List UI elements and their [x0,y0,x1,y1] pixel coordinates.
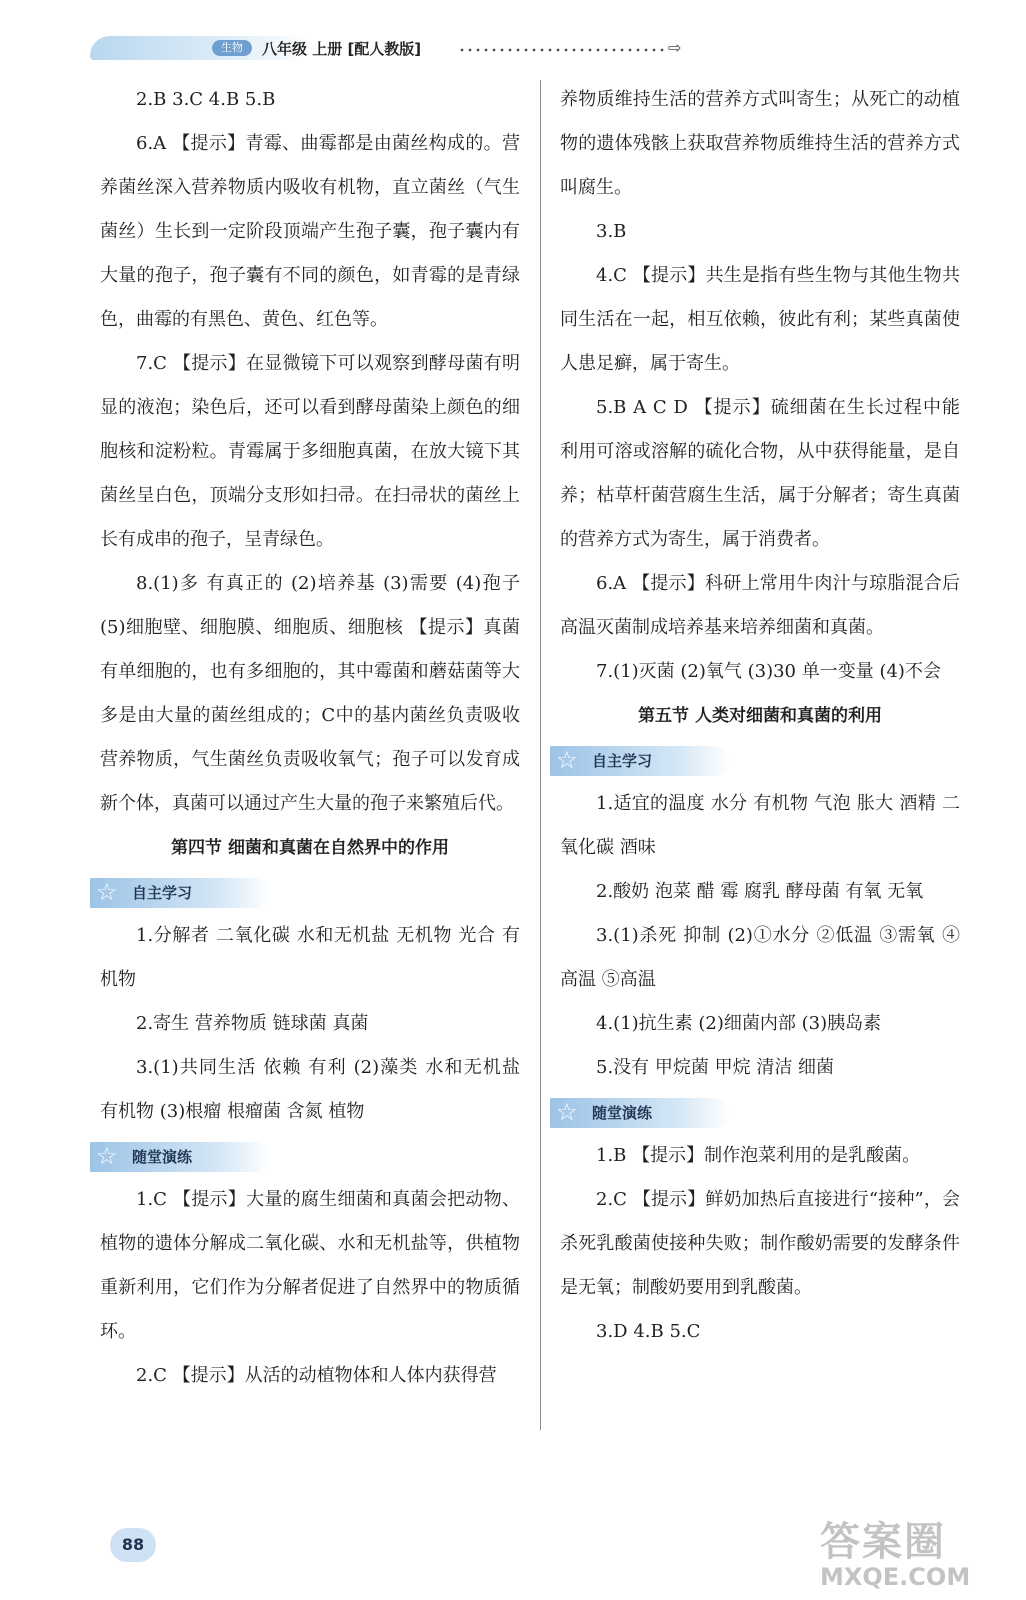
answer-paragraph: 8.(1)多 有真正的 (2)培养基 (3)需要 (4)孢子 (5)细胞壁、细胞膜、细胞质、细胞核 【提示】真菌有单细胞的，也有多细胞的，其中霉菌和蘑菇菌等大多是由大量的菌丝组成的；C中的基内菌丝负责吸收营养物质，气生菌丝负责吸收氧气；孢子可以发育成新个体，真菌可以通过产生大量的孢子来繁殖后代。 [100,573,520,814]
watermark-url: MXQE.COM [820,1563,971,1591]
answer-paragraph: 4.C 【提示】共生是指有些生物与其他生物共同生活在一起，相互依赖，彼此有利；某些真菌使人患足癣，属于寄生。 [560,265,960,374]
star-icon: ☆ [556,746,578,774]
subsection-label: 自主学习 [132,884,193,902]
section-title: 第五节 人类对细菌和真菌的利用 [638,706,882,726]
subject-badge: 生物 [212,40,252,56]
answer-paragraph: 7.(1)灭菌 (2)氧气 (3)30 单一变量 (4)不会 [596,661,941,682]
subsection-label: 自主学习 [592,752,653,770]
subsection-banner [90,1142,270,1172]
page-header [90,28,710,68]
subsection-banner [550,1098,730,1128]
answer-paragraph: 1.B 【提示】制作泡菜利用的是乳酸菌。 [596,1145,921,1166]
answer-paragraph: 2.寄生 营养物质 链球菌 真菌 [136,1013,369,1034]
answer-line: 3.D 4.B 5.C [596,1321,701,1342]
subsection-banner [90,878,270,908]
answer-paragraph: 6.A 【提示】青霉、曲霉都是由菌丝构成的。营养菌丝深入营养物质内吸收有机物，直立菌丝（气生菌丝）生长到一定阶段顶端产生孢子囊，孢子囊内有大量的孢子，孢子囊有不同的颜色，如青霉的是青绿色，曲霉的有黑色、黄色、红色等。 [100,133,520,330]
answer-paragraph: 5.没有 甲烷菌 甲烷 清洁 细菌 [596,1057,835,1078]
page-number: 88 [110,1528,156,1562]
answer-paragraph: 2.C 【提示】鲜奶加热后直接进行“接种”，会杀死乳酸菌使接种失败；制作酸奶需要的发酵条件是无氧；制酸奶要用到乳酸菌。 [560,1189,960,1298]
section-title: 第四节 细菌和真菌在自然界中的作用 [171,838,449,858]
answer-paragraph: 7.C 【提示】在显微镜下可以观察到酵母菌有明显的液泡；染色后，还可以看到酵母菌染上颜色的细胞核和淀粉粒。青霉属于多细胞真菌，在放大镜下其菌丝呈白色，顶端分支形如扫帚。在扫帚状的菌丝上长有成串的孢子，呈青绿色。 [100,353,520,550]
left-column [96,78,520,1398]
book-title: 八年级 上册 [配人教版] [262,40,422,58]
watermark-text: 答案圈 [820,1519,946,1565]
dotted-line [458,48,668,52]
answer-paragraph: 3.(1)杀死 抑制 (2)①水分 ②低温 ③需氧 ④高温 ⑤高温 [560,925,960,990]
column-divider [540,80,541,1430]
star-icon: ☆ [96,1142,118,1170]
answer-paragraph: 6.A 【提示】科研上常用牛肉汁与琼脂混合后高温灭菌制成培养基来培养细菌和真菌。 [560,573,960,638]
arrow-icon: ⇨ [668,38,682,57]
star-icon: ☆ [96,878,118,906]
answer-paragraph: 1.适宜的温度 水分 有机物 气泡 胀大 酒精 二氧化碳 酒味 [560,793,960,858]
watermark-logo [820,1520,1010,1590]
answer-paragraph: 1.分解者 二氧化碳 水和无机盐 无机物 光合 有机物 [100,925,520,990]
star-icon: ☆ [556,1098,578,1126]
subsection-banner [550,746,730,776]
subsection-label: 随堂演练 [132,1148,193,1166]
answer-paragraph: 1.C 【提示】大量的腐生细菌和真菌会把动物、植物的遗体分解成二氧化碳、水和无机盐等，供植物重新利用，它们作为分解者促进了自然界中的物质循环。 [100,1189,520,1342]
answer-paragraph: 养物质维持生活的营养方式叫寄生；从死亡的动植物的遗体残骸上获取营养物质维持生活的营养方式叫腐生。 [560,89,960,198]
answer-line: 3.B [596,221,627,242]
answer-paragraph: 3.(1)共同生活 依赖 有利 (2)藻类 水和无机盐 有机物 (3)根瘤 根瘤菌 含氮 植物 [100,1057,520,1122]
answer-paragraph: 4.(1)抗生素 (2)细菌内部 (3)胰岛素 [596,1013,882,1034]
answer-paragraph: 2.酸奶 泡菜 醋 霉 腐乳 酵母菌 有氧 无氧 [596,881,924,902]
subsection-label: 随堂演练 [592,1104,653,1122]
answer-paragraph: 5.B A C D 【提示】硫细菌在生长过程中能利用可溶或溶解的硫化合物，从中获得能量，是自养；枯草杆菌营腐生生活，属于分解者；寄生真菌的营养方式为寄生，属于消费者。 [560,397,960,550]
right-column [556,78,960,1354]
answer-paragraph: 2.C 【提示】从活的动植物体和人体内获得营 [136,1365,497,1386]
answer-line: 2.B 3.C 4.B 5.B [136,89,276,110]
